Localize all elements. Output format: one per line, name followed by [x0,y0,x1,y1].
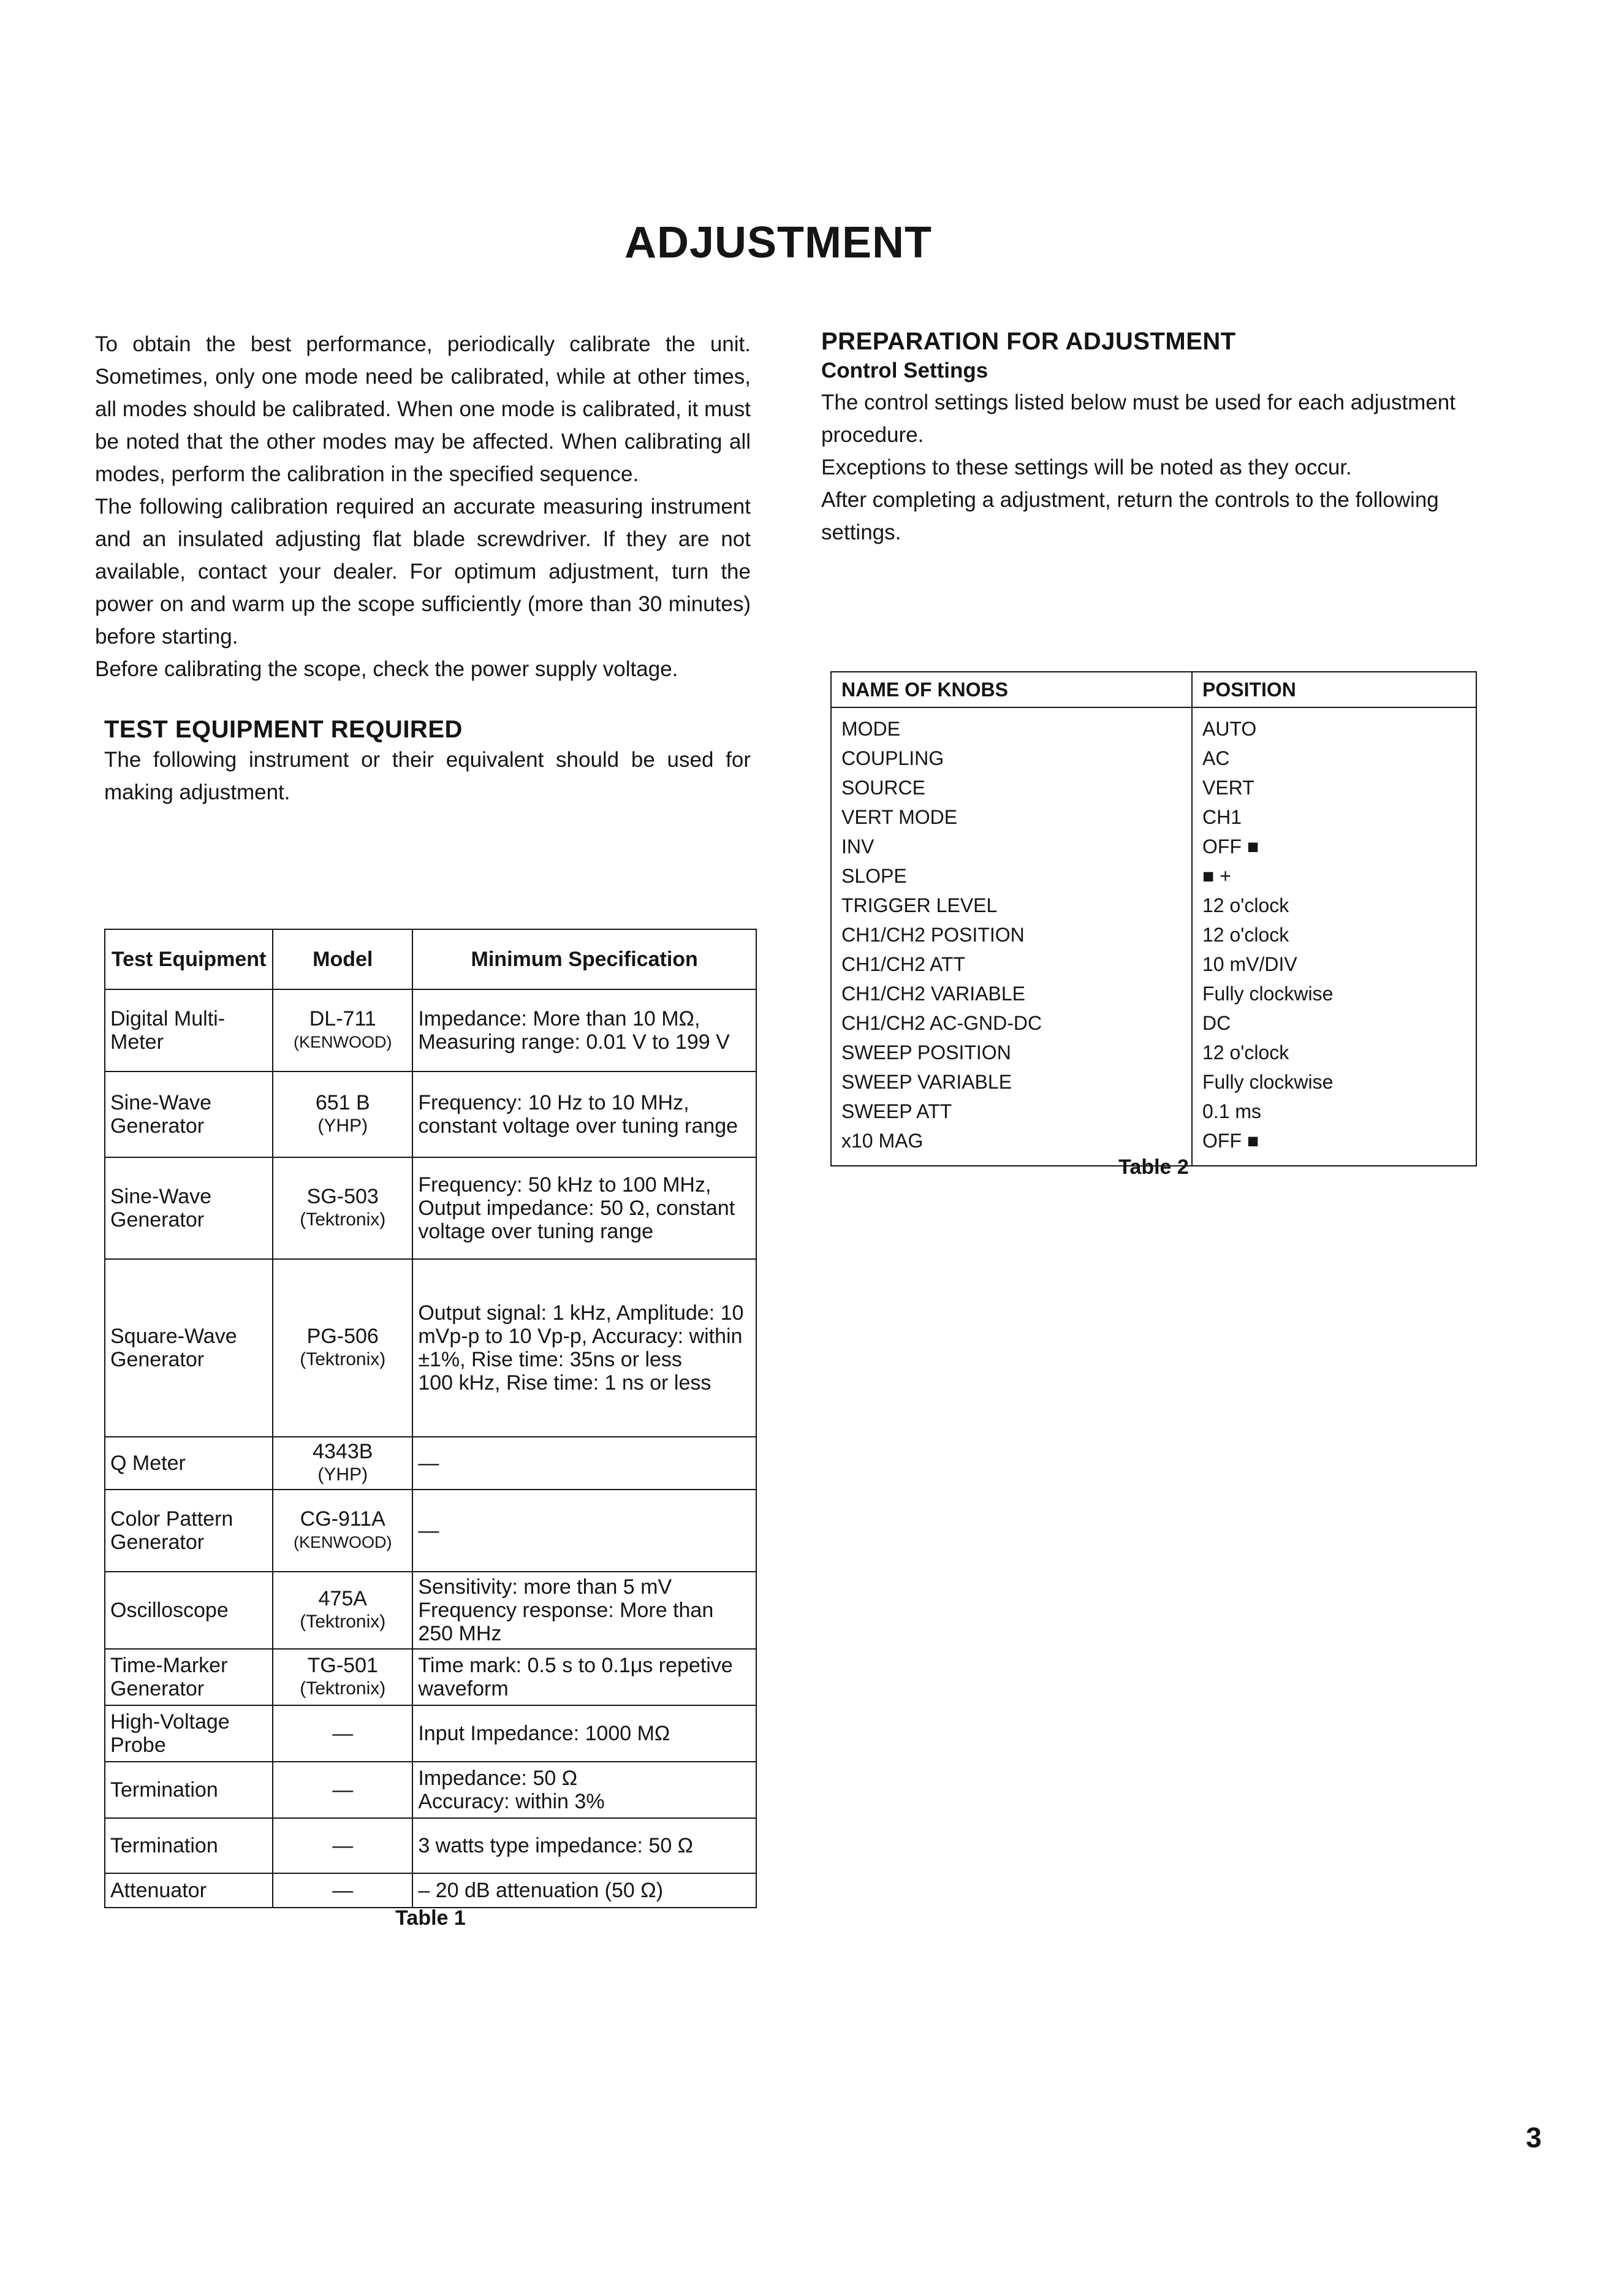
position-cell: 10 mV/DIV [1192,950,1476,979]
table-row [831,707,1476,744]
table-row [105,1873,756,1908]
knob-name-cell: COUPLING [841,747,944,769]
test-equipment-intro: The following instrument or their equivalent should be used for making adjustment. [104,748,751,804]
model-cell: — [273,1818,412,1873]
table-row [831,773,1476,802]
knob-name-cell: TRIGGER LEVEL [841,894,998,916]
left-column [95,328,751,809]
table-row [105,1572,756,1649]
position-cell: CH1 [1192,802,1476,832]
model-cell: — [273,1705,412,1762]
knob-name-cell: SOURCE [841,777,925,799]
equipment-cell: Attenuator [105,1873,273,1908]
manufacturer: (Tektronix) [300,1209,386,1230]
model-cell [273,1259,412,1437]
spec-cell: Input Impedance: 1000 MΩ [412,1705,756,1762]
knob-name-cell: SWEEP POSITION [841,1041,1011,1064]
position-cell: ■ + [1192,861,1476,891]
equipment-cell: Termination [105,1762,273,1818]
position-cell: OFF ■ [1192,832,1476,861]
position-cell: AUTO [1192,707,1476,744]
model-name: 4343B [313,1440,373,1463]
model-cell [273,1572,412,1649]
equipment-cell: Q Meter [105,1437,273,1490]
col-header-position: POSITION [1192,672,1476,707]
spec-cell: — [412,1437,756,1490]
equipment-cell: Sine-Wave Generator [105,1157,273,1259]
model-cell [273,1437,412,1490]
table-row [105,1157,756,1259]
spec-cell: Time mark: 0.5 s to 0.1μs repetive waveform [412,1649,756,1705]
table-row [105,1818,756,1873]
position-cell: Fully clockwise [1192,1067,1476,1097]
model-cell [273,989,412,1071]
model-cell [273,1071,412,1157]
knob-name-cell: VERT MODE [841,806,958,828]
intro-paragraph-3: Before calibrating the scope, check the power supply voltage. [95,657,678,681]
manufacturer: (YHP) [317,1116,368,1136]
model-cell [273,1490,412,1572]
manufacturer: (YHP) [317,1464,368,1485]
position-cell: VERT [1192,773,1476,802]
model-name: DL-711 [309,1007,376,1030]
knob-name-cell: INV [841,835,875,858]
table-row [105,1071,756,1157]
knob-name-cell: CH1/CH2 POSITION [841,924,1025,946]
model-cell: — [273,1873,412,1908]
knob-name-cell: CH1/CH2 VARIABLE [841,983,1025,1005]
model-name: SG-503 [306,1185,379,1208]
manufacturer: (Tektronix) [300,1612,386,1632]
knob-name-cell: x10 MAG [841,1130,924,1152]
intro-paragraph-1: To obtain the best performance, periodically calibrate the unit. Sometimes, only one mode need be calibrated, while at other times, all modes should be calibrated. When one mode is calibrated, it must be noted that the other modes may be affected. When calibrating all modes, perform the calibration in the specified sequence. [95,332,751,486]
knob-name-cell: SWEEP ATT [841,1100,952,1122]
table-header-row [831,672,1476,707]
control-settings-table [830,671,1477,1167]
table-1-caption: Table 1 [395,1906,466,1930]
table-row [831,979,1476,1008]
preparation-text: The control settings listed below must be used for each adjustment procedure. Exceptions to these settings will be noted as they occur. After completing a adjustment, return the controls to the following settings. [821,390,1455,544]
equipment-cell: High-Voltage Probe [105,1705,273,1762]
spec-cell: – 20 dB attenuation (50 Ω) [412,1873,756,1908]
test-equipment-table [104,929,757,1908]
model-name: 651 B [315,1091,370,1114]
model-name: 475A [318,1587,367,1610]
spec-cell: Sensitivity: more than 5 mV Frequency response: More than 250 MHz [412,1572,756,1649]
table-row [831,1008,1476,1038]
knob-name-cell: CH1/CH2 ATT [841,953,966,975]
equipment-cell: Termination [105,1818,273,1873]
control-settings-subheading: Control Settings [821,359,988,382]
table-row [831,832,1476,861]
spec-cell: Frequency: 50 kHz to 100 MHz, Output impedance: 50 Ω, constant voltage over tuning range [412,1157,756,1259]
table-row [831,891,1476,920]
table-row [831,744,1476,773]
model-name: TG-501 [307,1654,378,1677]
intro-paragraph-2: The following calibration required an accurate measuring instrument and an insulated adjusting flat blade screwdriver. If they are not available, contact your dealer. For optimum adjustment, turn the power on and warm up the scope sufficiently (more than 30 minutes) before starting. [95,495,751,649]
knob-name-cell: SWEEP VARIABLE [841,1071,1012,1093]
model-name: PG-506 [306,1325,379,1348]
table-row [831,802,1476,832]
equipment-cell: Time-Marker Generator [105,1649,273,1705]
model-name: CG-911A [300,1507,385,1531]
spec-cell: Output signal: 1 kHz, Amplitude: 10 mVp-p to 10 Vp-p, Accuracy: within ±1%, Rise time: 35ns or less 100 kHz, Rise time: 1 ns or less [412,1259,756,1437]
knob-name-cell: CH1/CH2 AC-GND-DC [841,1012,1042,1034]
page-number: 3 [1526,2122,1542,2153]
manufacturer: (Tektronix) [300,1349,386,1369]
table-row [105,1259,756,1437]
table-row [831,920,1476,950]
table-row [831,1097,1476,1126]
spec-cell: — [412,1490,756,1572]
position-cell: 12 o'clock [1192,1038,1476,1067]
table-row [831,861,1476,891]
table-2-caption: Table 2 [1118,1155,1189,1179]
col-header-equipment: Test Equipment [105,929,273,989]
table-row [105,1437,756,1490]
manufacturer: (Tektronix) [300,1678,386,1699]
col-header-model: Model [273,929,412,989]
position-cell: 12 o'clock [1192,891,1476,920]
model-cell [273,1649,412,1705]
preparation-heading: PREPARATION FOR ADJUSTMENT [821,328,1236,355]
table-row [105,1705,756,1762]
table-row [105,989,756,1071]
equipment-cell: Color Pattern Generator [105,1490,273,1572]
test-equipment-heading: TEST EQUIPMENT REQUIRED [104,716,463,743]
table-row [831,1067,1476,1097]
position-cell: 12 o'clock [1192,920,1476,950]
position-cell: AC [1192,744,1476,773]
equipment-cell: Sine-Wave Generator [105,1071,273,1157]
table-row [831,1038,1476,1067]
spec-cell: Impedance: 50 Ω Accuracy: within 3% [412,1762,756,1818]
model-cell [273,1157,412,1259]
equipment-cell: Digital Multi-Meter [105,989,273,1071]
position-cell: OFF ■ [1192,1126,1476,1166]
table-header-row [105,929,756,989]
page-title: ADJUSTMENT [624,218,932,267]
spec-cell: Frequency: 10 Hz to 10 MHz, constant voltage over tuning range [412,1071,756,1157]
position-cell: 0.1 ms [1192,1097,1476,1126]
table-row [831,950,1476,979]
spec-cell: 3 watts type impedance: 50 Ω [412,1818,756,1873]
manufacturer: (KENWOOD) [294,1533,392,1551]
manufacturer: (KENWOOD) [294,1033,392,1051]
col-header-spec: Minimum Specification [412,929,756,989]
position-cell: DC [1192,1008,1476,1038]
right-column [821,328,1471,549]
table-row [105,1762,756,1818]
equipment-cell: Square-Wave Generator [105,1259,273,1437]
spec-cell: Impedance: More than 10 MΩ, Measuring range: 0.01 V to 199 V [412,989,756,1071]
table-row [105,1649,756,1705]
knob-name-cell: SLOPE [841,865,907,887]
knob-name-cell: MODE [841,718,900,740]
control-settings-body [831,707,1476,1166]
table-row [105,1490,756,1572]
model-cell: — [273,1762,412,1818]
equipment-cell: Oscilloscope [105,1572,273,1649]
position-cell: Fully clockwise [1192,979,1476,1008]
col-header-knob: NAME OF KNOBS [831,672,1192,707]
